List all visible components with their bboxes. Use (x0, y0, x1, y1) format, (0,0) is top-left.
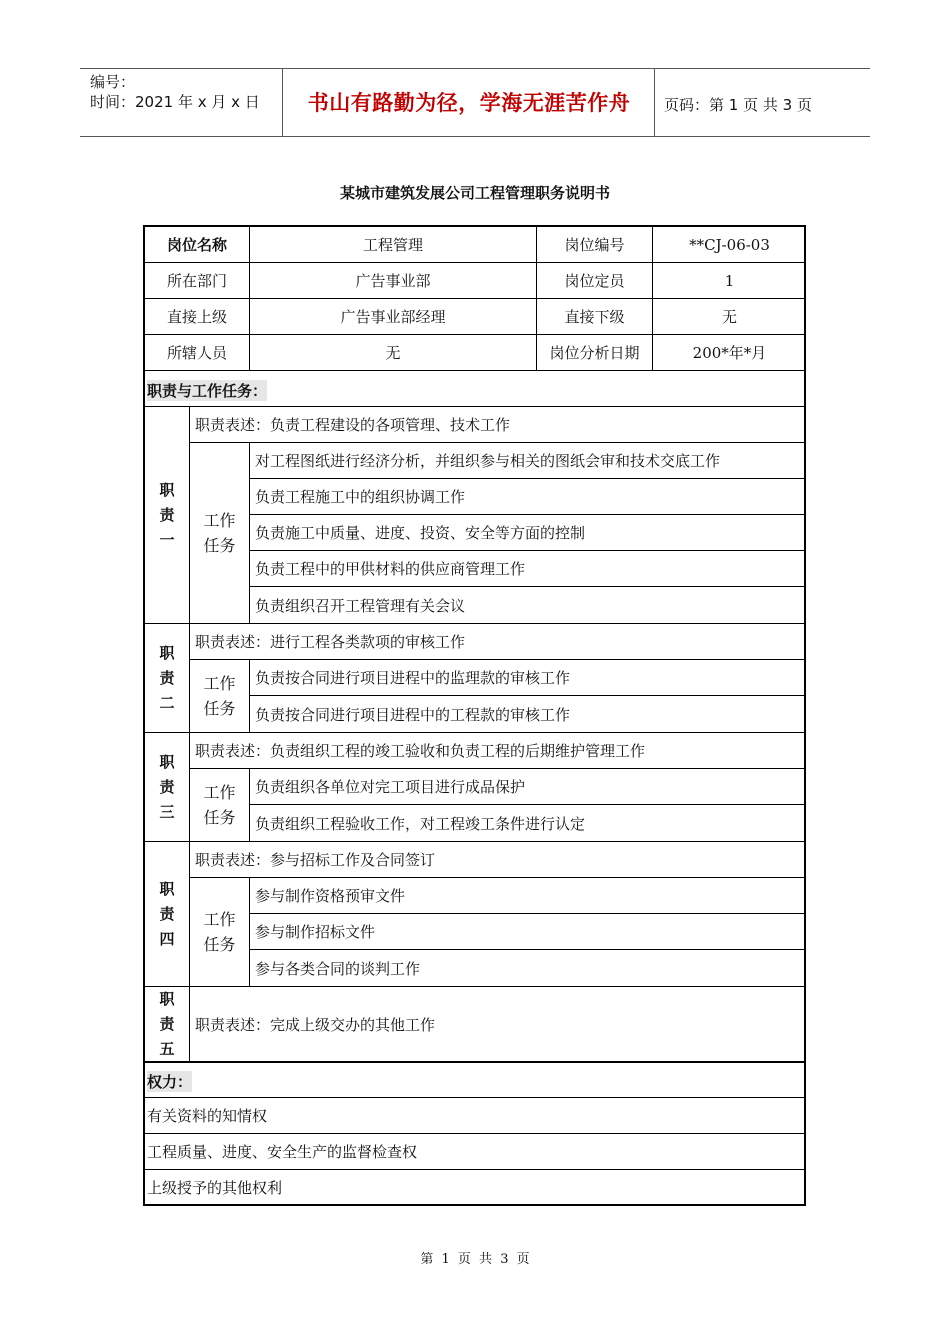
duty-4-task-1: 参与制作资格预审文件 (250, 878, 806, 914)
duty-5-label: 职 责 五 (145, 987, 190, 1063)
right-3: 上级授予的其他权利 (147, 1178, 283, 1197)
rights-header-row (145, 1063, 806, 1098)
header-divider-right (654, 68, 655, 136)
job-description-form (143, 225, 806, 1206)
duty-3-label: 职 责 三 (145, 733, 190, 842)
duties-header: 职责与工作任务： (147, 382, 268, 400)
info-label-subordinate: 直接下级 (537, 299, 653, 335)
duty-1-task-5: 负责组织召开工程管理有关会议 (250, 587, 806, 624)
header-divider-left (282, 68, 283, 136)
duties-header-row (145, 371, 806, 407)
info-value-position-name: 工程管理 (250, 227, 537, 263)
document-title: 某城市建筑发展公司工程管理职务说明书 (339, 184, 610, 202)
duty-2-statement: 职责表述：进行工程各类款项的审核工作 (190, 624, 806, 660)
duty-2-task-label: 工作 任务 (190, 660, 250, 733)
info-value-headcount: 1 (653, 263, 806, 299)
duty-1-task-1: 对工程图纸进行经济分析，并组织参与相关的图纸会审和技术交底工作 (250, 443, 806, 479)
duty-5-statement: 职责表述：完成上级交办的其他工作 (190, 987, 806, 1063)
duty-3-task-2: 负责组织工程验收工作，对工程竣工条件进行认定 (250, 805, 806, 842)
duty-2-task-2: 负责按合同进行项目进程中的工程款的审核工作 (250, 696, 806, 733)
duty-1-statement: 职责表述：负责工程建设的各项管理、技术工作 (190, 407, 806, 443)
duty-1-task-2: 负责工程施工中的组织协调工作 (250, 479, 806, 515)
duty-1-task-label: 工作 任务 (190, 443, 250, 624)
info-label-staff: 所辖人员 (145, 335, 250, 371)
duty-4-task-2: 参与制作招标文件 (250, 914, 806, 950)
info-value-staff: 无 (250, 335, 537, 371)
info-label-department: 所在部门 (145, 263, 250, 299)
duty-3-task-1: 负责组织各单位对完工项目进行成品保护 (250, 769, 806, 805)
number-label: 编号： (90, 73, 136, 91)
info-label-position-name: 岗位名称 (145, 227, 250, 263)
duty-3-statement: 职责表述：负责组织工程的竣工验收和负责工程的后期维护管理工作 (190, 733, 806, 769)
duty-2-label: 职 责 二 (145, 624, 190, 733)
info-value-supervisor: 广告事业部经理 (250, 299, 537, 335)
right-1: 有关资料的知情权 (145, 1098, 806, 1134)
header-page-label: 页码：第 1 页 共 3 页 (664, 96, 812, 114)
info-value-position-code: **CJ-06-03 (653, 227, 806, 263)
right-2: 工程质量、进度、安全生产的监督检查权 (145, 1134, 806, 1170)
info-label-supervisor: 直接上级 (145, 299, 250, 335)
duty-1-task-4: 负责工程中的甲供材料的供应商管理工作 (250, 551, 806, 587)
header-motto: 书山有路勤为径，学海无涯苦作舟 (307, 91, 631, 115)
duty-4-label: 职 责 四 (145, 842, 190, 987)
duty-4-statement: 职责表述：参与招标工作及合同签订 (190, 842, 806, 878)
header-bottom-rule (80, 136, 870, 137)
duty-2-task-1: 负责按合同进行项目进程中的监理款的审核工作 (250, 660, 806, 696)
duty-4-task-label: 工作 任务 (190, 878, 250, 987)
page-footer: 第 1 页 共 3 页 (420, 1252, 530, 1267)
duty-4-task-3: 参与各类合同的谈判工作 (250, 950, 806, 987)
info-value-subordinate: 无 (653, 299, 806, 335)
info-label-headcount: 岗位定员 (537, 263, 653, 299)
info-label-analysis-date: 岗位分析日期 (537, 335, 653, 371)
info-value-analysis-date: 200*年*月 (653, 335, 806, 371)
info-label-position-code: 岗位编号 (537, 227, 653, 263)
time-label: 时间：2021 年 x 月 x 日 (90, 93, 260, 111)
duty-1-label: 职 责 一 (145, 407, 190, 624)
rights-header: 权力： (147, 1073, 193, 1091)
info-value-department: 广告事业部 (250, 263, 537, 299)
header-meta (90, 72, 260, 112)
duty-3-task-label: 工作 任务 (190, 769, 250, 842)
duty-1-task-3: 负责施工中质量、进度、投资、安全等方面的控制 (250, 515, 806, 551)
